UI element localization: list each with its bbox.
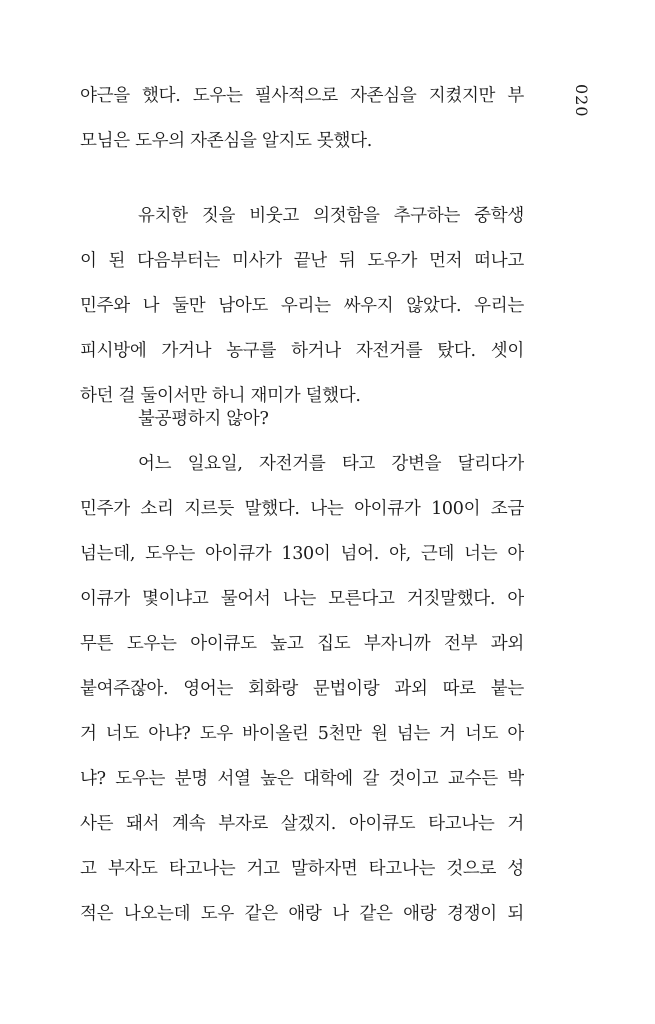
text-line: 사든 돼서 계속 부자로 살겠지. 아이큐도 타고나는 거 — [80, 814, 524, 834]
text-line: 이 된 다음부터는 미사가 끝난 뒤 도우가 먼저 떠나고 — [80, 251, 524, 271]
page-number — [573, 84, 589, 124]
text-line: 무튼 도우는 아이큐도 높고 집도 부자니까 전부 과외 — [80, 634, 524, 654]
text-line: 민주와 나 둘만 남아도 우리는 싸우지 않았다. 우리는 — [80, 296, 524, 316]
text-line: 거 너도 아냐? 도우 바이올린 5천만 원 넘는 거 너도 아 — [80, 724, 524, 744]
text-line: 불공평하지 않아? — [138, 409, 269, 429]
text-line: 하던 걸 둘이서만 하니 재미가 덜했다. — [80, 386, 361, 406]
text-line: 이큐가 몇이냐고 물어서 나는 모른다고 거짓말했다. 아 — [80, 589, 524, 609]
text-line: 모님은 도우의 자존심을 알지도 못했다. — [80, 131, 372, 151]
text-line: 민주가 소리 지르듯 말했다. 나는 아이큐가 100이 조금 — [80, 499, 524, 519]
text-line: 고 부자도 타고나는 거고 말하자면 타고나는 것으로 성 — [80, 859, 524, 879]
page-number-text: 020 — [572, 84, 591, 118]
text-line: 적은 나오는데 도우 같은 애랑 나 같은 애랑 경쟁이 되 — [80, 904, 524, 924]
paragraph-1 — [80, 74, 524, 164]
text-line: 어느 일요일, 자전거를 타고 강변을 달리다가 — [138, 454, 524, 474]
paragraph-2 — [80, 194, 524, 419]
paragraph-3 — [80, 397, 524, 937]
text-line: 붙여주잖아. 영어는 회화랑 문법이랑 과외 따로 붙는 — [80, 679, 524, 699]
text-line: 넘는데, 도우는 아이큐가 130이 넘어. 야, 근데 너는 아 — [80, 544, 524, 564]
text-line: 피시방에 가거나 농구를 하거나 자전거를 탔다. 셋이 — [80, 341, 524, 361]
text-line: 야근을 했다. 도우는 필사적으로 자존심을 지켰지만 부 — [80, 86, 524, 106]
text-line: 유치한 짓을 비웃고 의젓함을 추구하는 중학생 — [138, 206, 524, 226]
text-line: 냐? 도우는 분명 서열 높은 대학에 갈 것이고 교수든 박 — [80, 769, 524, 789]
